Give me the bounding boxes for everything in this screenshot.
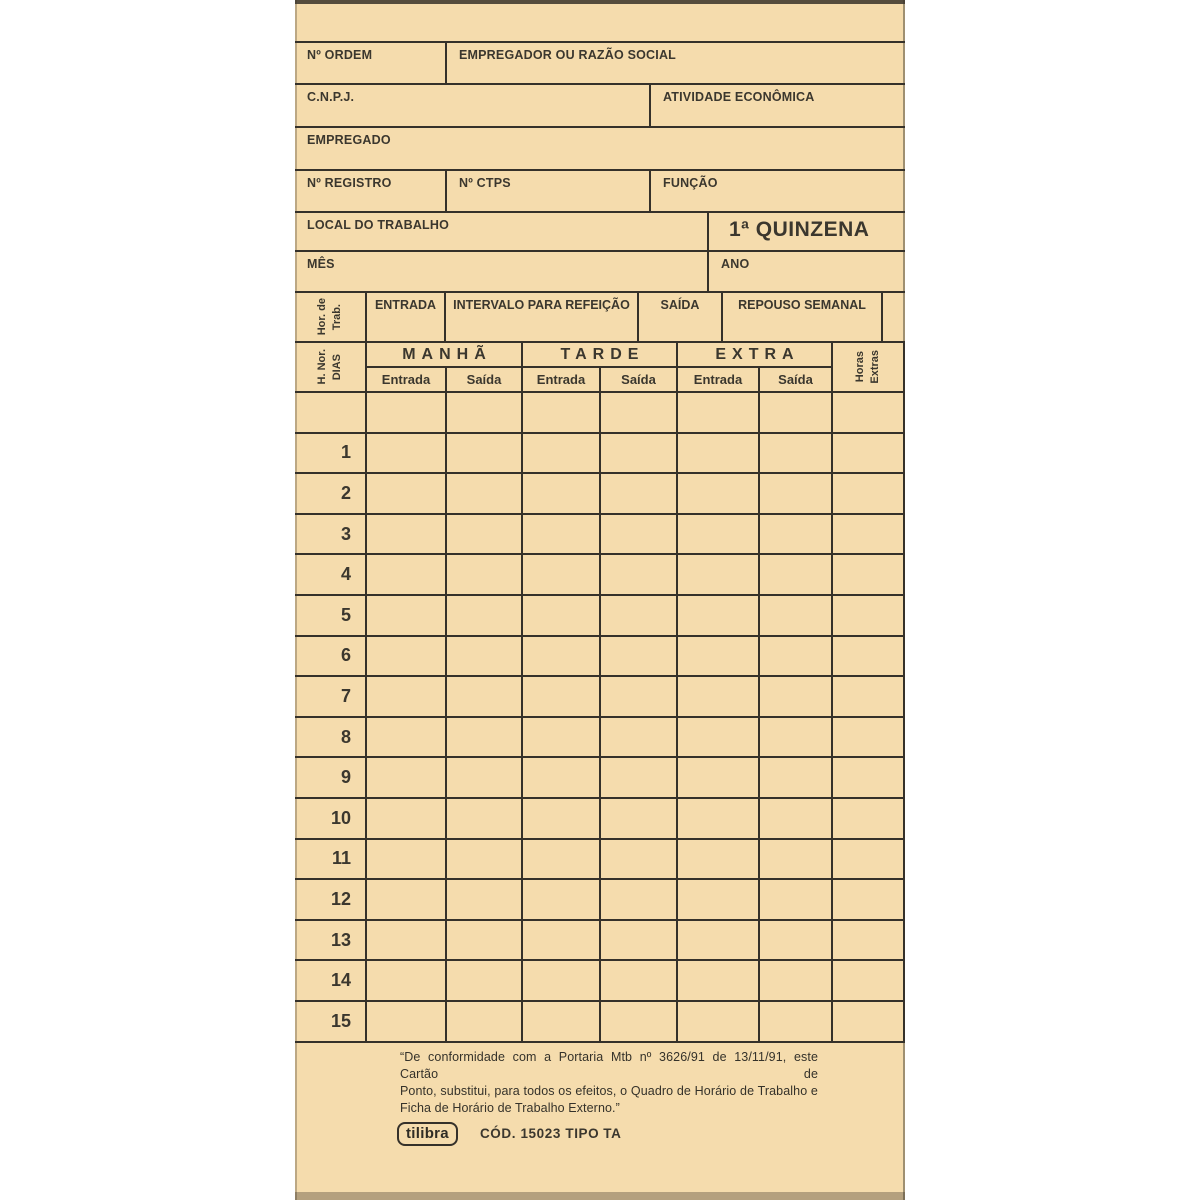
time-entry-cell [367,474,447,515]
time-entry-cell [447,596,523,637]
time-entry-cell [678,434,760,475]
day-number-cell: 13 [295,921,367,962]
sub-manha-saida: Saída [447,368,523,393]
time-entry-cell [447,393,523,434]
time-entry-cell [678,555,760,596]
time-entry-cell [523,434,601,475]
time-entry-cell [523,596,601,637]
tipo-code: TA [603,1126,622,1141]
time-entry-cell [833,1002,905,1043]
time-entry-cell [447,718,523,759]
registro-ctps-funcao-row [295,171,905,213]
time-entry-cell [760,921,833,962]
brand-row [397,1122,905,1146]
day-number-cell: 1 [295,434,367,475]
time-entry-cell [833,961,905,1002]
timesheet-header [295,343,905,393]
time-entry-cell [367,880,447,921]
time-entry-cell [601,799,678,840]
top-band [295,0,905,43]
time-entry-cell [760,474,833,515]
time-entry-cell [760,799,833,840]
time-entry-cell [523,637,601,678]
time-entry-cell [678,840,760,881]
time-entry-cell [601,434,678,475]
work-schedule-row [295,293,905,343]
time-entry-cell [367,677,447,718]
time-entry-cell [601,474,678,515]
mes-ano-row [295,252,905,293]
time-entry-cell [523,515,601,556]
footer [295,1043,905,1146]
time-entry-cell [760,677,833,718]
time-entry-cell [678,921,760,962]
work-schedule-label: Hor. de Trab. [295,293,367,341]
time-entry-cell [833,515,905,556]
time-entry-cell [523,758,601,799]
time-entry-cell [601,637,678,678]
day-number-cell: 2 [295,474,367,515]
time-entry-cell [447,515,523,556]
time-entry-cell [833,393,905,434]
day-number-cell: 12 [295,880,367,921]
day-number-cell: 7 [295,677,367,718]
field-funcao: FUNÇÃO [663,176,718,190]
field-empregado: EMPREGADO [307,133,391,147]
local-quinzena-row [295,213,905,252]
field-local: LOCAL DO TRABALHO [295,213,709,250]
time-entry-cell [833,758,905,799]
order-employer-row [295,43,905,85]
legal-note [400,1049,818,1117]
time-entry-cell [447,474,523,515]
time-entry-cell [601,718,678,759]
time-entry-cell [760,515,833,556]
sub-tarde-entrada: Entrada [523,368,601,393]
day-number-cell: 15 [295,1002,367,1043]
time-entry-cell [760,434,833,475]
cnpj-atividade-row [295,85,905,128]
time-entry-cell [601,921,678,962]
time-entry-cell [523,555,601,596]
time-card [295,0,905,1200]
time-entry-cell [447,555,523,596]
time-entry-cell [678,880,760,921]
day-number-cell: 8 [295,718,367,759]
time-entry-cell [760,393,833,434]
time-entry-cell [833,840,905,881]
timesheet-body [295,393,905,1043]
time-entry-cell [367,799,447,840]
time-entry-cell [523,921,601,962]
time-entry-cell [601,758,678,799]
schedule-repouso: REPOUSO SEMANAL [723,293,883,341]
time-entry-cell [833,921,905,962]
time-entry-cell [833,474,905,515]
time-entry-cell [523,880,601,921]
field-empregador: EMPREGADOR OU RAZÃO SOCIAL [459,48,677,62]
schedule-gap [883,293,905,341]
time-entry-cell [760,718,833,759]
product-code: CÓD. 15023 TIPO TA [479,1126,622,1141]
schedule-entrada: ENTRADA [367,293,446,341]
time-entry-cell [833,718,905,759]
group-manha: MANHÃ [367,343,523,368]
time-entry-cell [601,393,678,434]
time-entry-cell [447,921,523,962]
field-cnpj: C.N.P.J. [295,85,651,126]
time-entry-cell [367,840,447,881]
time-entry-cell [601,596,678,637]
time-entry-cell [833,596,905,637]
time-entry-cell [367,555,447,596]
time-entry-cell [678,799,760,840]
day-number-cell: 10 [295,799,367,840]
time-entry-cell [523,474,601,515]
time-entry-cell [447,880,523,921]
field-no-ordem: Nº ORDEM [295,43,447,83]
time-entry-cell [601,515,678,556]
time-entry-cell [523,799,601,840]
time-entry-cell [833,799,905,840]
sub-tarde-saida: Saída [601,368,678,393]
time-entry-cell [760,758,833,799]
horas-extras-label: Horas Extras [833,343,905,393]
time-entry-cell [678,637,760,678]
time-entry-cell [601,677,678,718]
dias-label: H. Nor. DIAS [295,343,367,393]
time-entry-cell [447,637,523,678]
time-entry-cell [601,961,678,1002]
group-tarde: TARDE [523,343,678,368]
field-no-registro: Nº REGISTRO [295,171,447,211]
time-entry-cell [678,961,760,1002]
time-entry-cell [447,961,523,1002]
time-entry-cell [367,393,447,434]
quinzena-title: 1ª QUINZENA [729,218,870,241]
time-entry-cell [760,596,833,637]
field-atividade: ATIVIDADE ECONÔMICA [663,90,815,104]
field-no-ctps: Nº CTPS [447,171,651,211]
time-entry-cell [760,637,833,678]
time-entry-cell [760,555,833,596]
time-entry-cell [367,758,447,799]
time-entry-cell [447,758,523,799]
time-entry-cell [367,1002,447,1043]
time-entry-cell [833,555,905,596]
time-entry-cell [447,799,523,840]
day-number-cell: 4 [295,555,367,596]
tilibra-logo: tilibra [397,1122,458,1146]
schedule-intervalo: INTERVALO PARA REFEIÇÃO [446,293,639,341]
sub-manha-entrada: Entrada [367,368,447,393]
time-entry-cell [833,434,905,475]
time-entry-cell [523,677,601,718]
day-number-cell [295,393,367,434]
time-entry-cell [367,596,447,637]
time-entry-cell [678,474,760,515]
time-entry-cell [833,637,905,678]
time-entry-cell [760,961,833,1002]
legal-note-line: Ponto, substitui, para todos os efeitos, o Quadro de Horário de Trabalho e [400,1083,818,1098]
sub-extra-saida: Saída [760,368,833,393]
time-entry-cell [367,434,447,475]
day-number-cell: 14 [295,961,367,1002]
time-entry-cell [601,555,678,596]
day-number-cell: 6 [295,637,367,678]
time-entry-cell [367,718,447,759]
group-extra: EXTRA [678,343,833,368]
field-ano: ANO [721,257,750,271]
legal-note-line: “De conformidade com a Portaria Mtb nº 3626/91 de 13/11/91, este Cartão de [400,1049,818,1081]
legal-note-line: Ficha de Horário de Trabalho Externo.” [400,1100,620,1115]
time-entry-cell [678,718,760,759]
time-entry-cell [760,1002,833,1043]
time-entry-cell [833,880,905,921]
time-entry-cell [523,840,601,881]
time-entry-cell [447,840,523,881]
time-entry-cell [367,961,447,1002]
day-number-cell: 11 [295,840,367,881]
time-entry-cell [523,393,601,434]
time-entry-cell [833,677,905,718]
day-number-cell: 5 [295,596,367,637]
schedule-saida: SAÍDA [639,293,723,341]
time-entry-cell [678,515,760,556]
time-entry-cell [447,1002,523,1043]
time-entry-cell [601,880,678,921]
time-entry-cell [760,840,833,881]
time-entry-cell [447,677,523,718]
time-entry-cell [678,393,760,434]
day-number-cell: 9 [295,758,367,799]
time-entry-cell [523,961,601,1002]
time-entry-cell [601,840,678,881]
time-entry-cell [678,758,760,799]
time-entry-cell [447,434,523,475]
time-entry-cell [367,637,447,678]
time-entry-cell [678,1002,760,1043]
time-entry-cell [678,677,760,718]
day-number-cell: 3 [295,515,367,556]
time-entry-cell [367,921,447,962]
time-entry-cell [523,718,601,759]
field-mes: MÊS [295,252,709,291]
empregado-row [295,128,905,171]
time-entry-cell [601,1002,678,1043]
time-entry-cell [760,880,833,921]
time-entry-cell [678,596,760,637]
sub-extra-entrada: Entrada [678,368,760,393]
time-entry-cell [367,515,447,556]
time-entry-cell [523,1002,601,1043]
